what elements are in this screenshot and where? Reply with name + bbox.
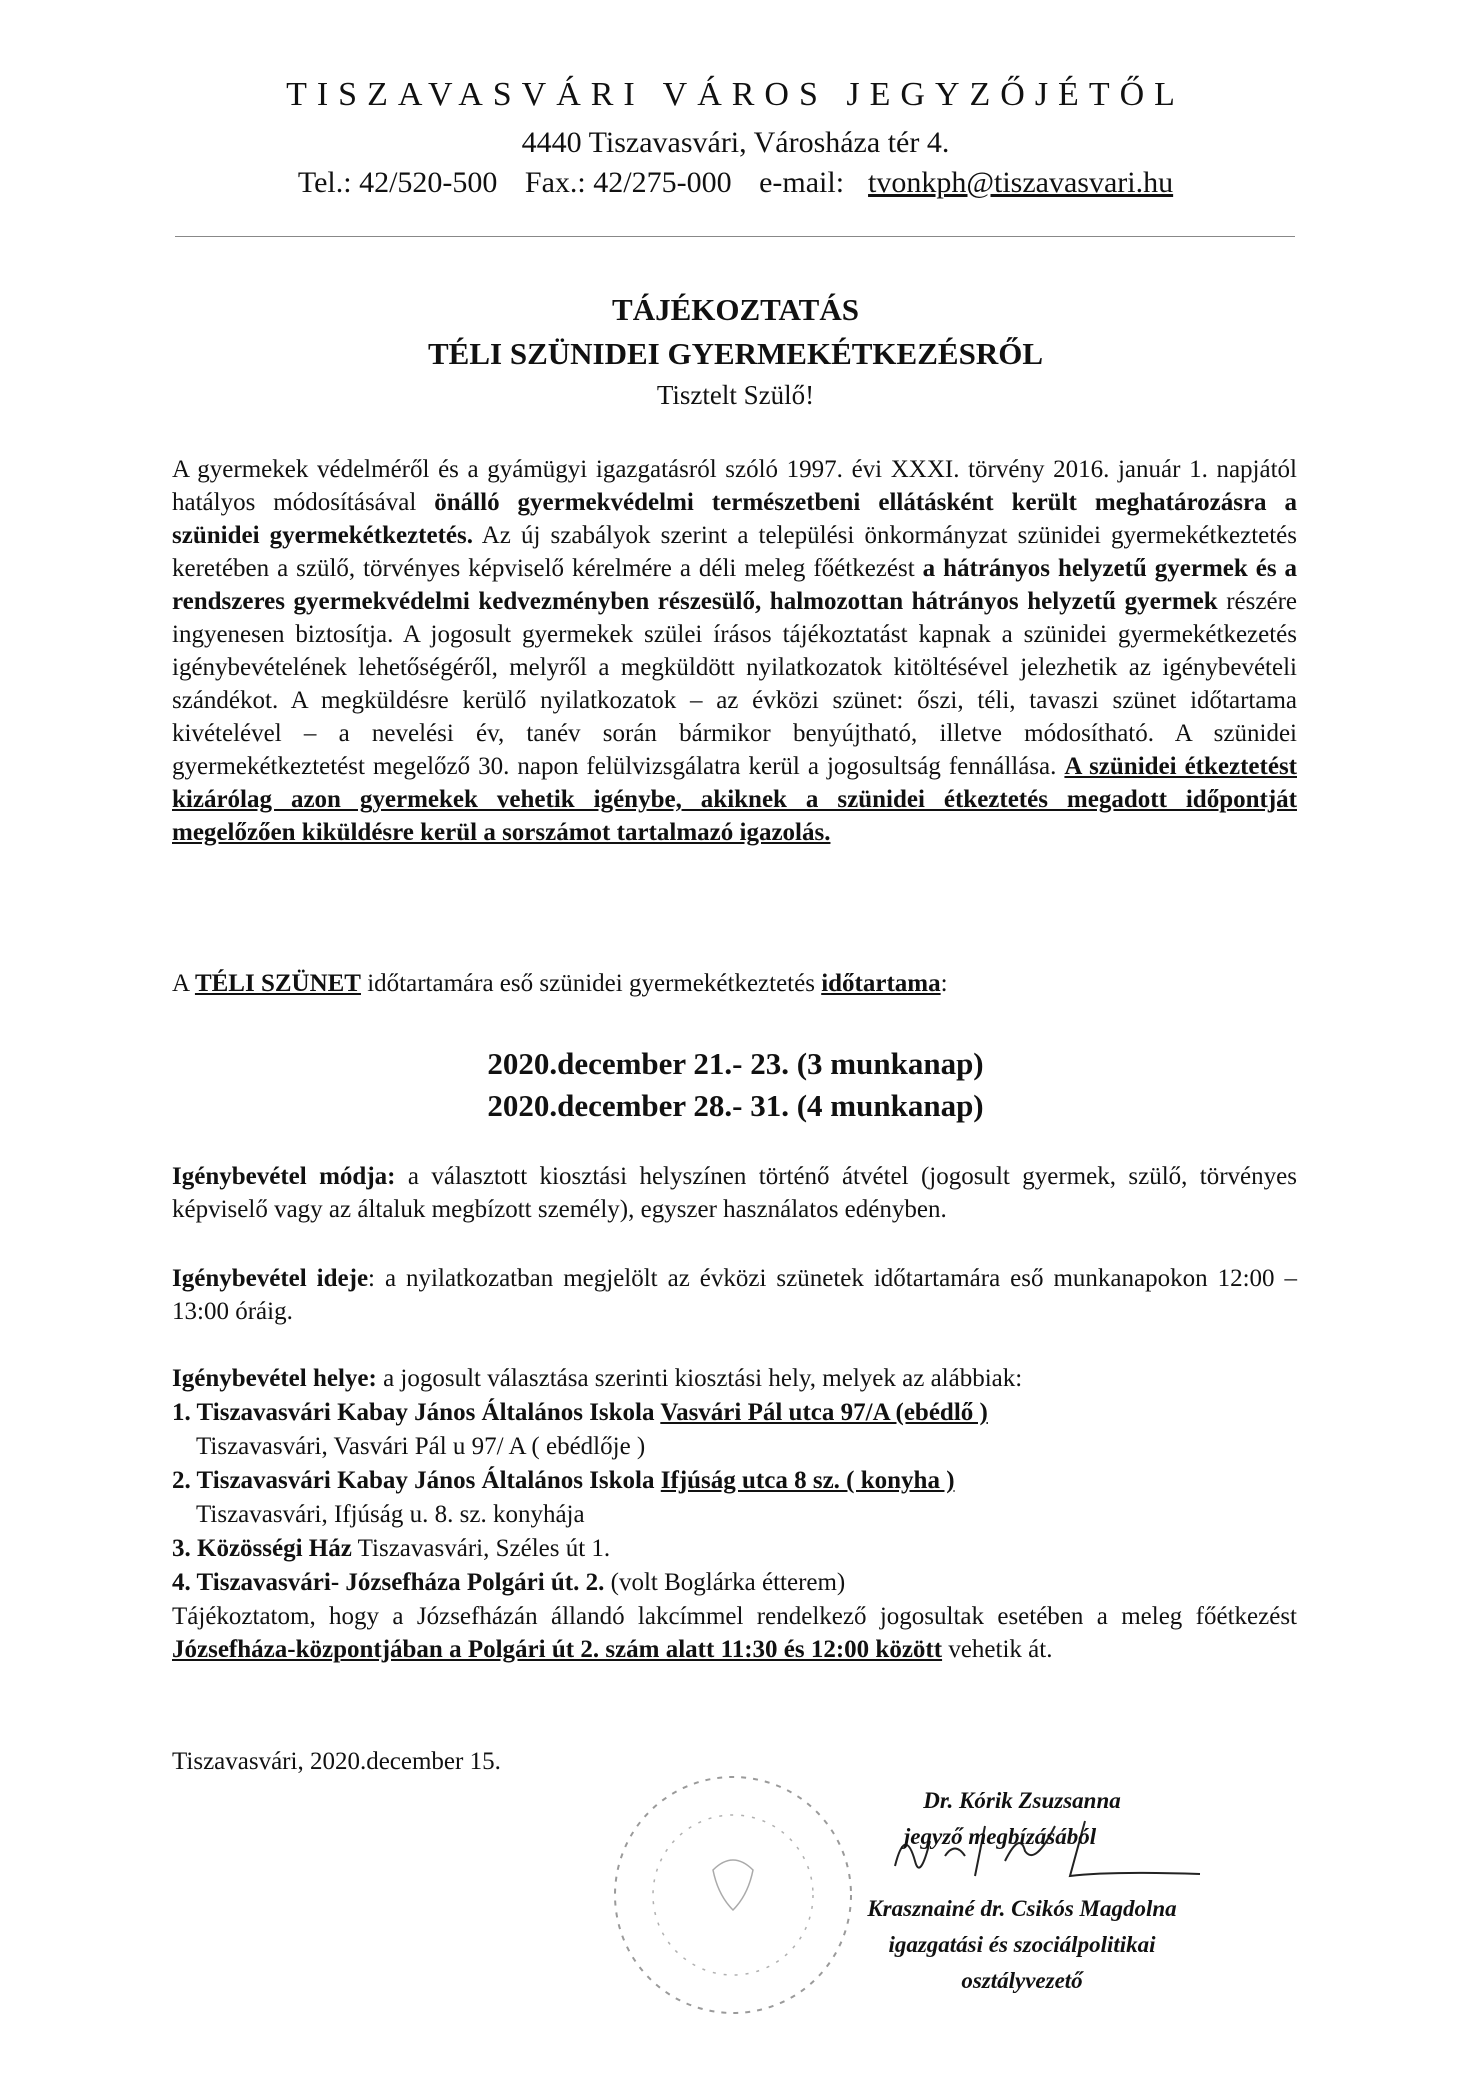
email-link[interactable]: tvonkph@tiszavasvari.hu <box>868 166 1174 199</box>
location-1-addr: Vasvári Pál utca 97/A (ebédlő ) <box>660 1399 988 1426</box>
location-1-sub: Tiszavasvári, Vasvári Pál u 97/ A ( ebédlője ) <box>196 1433 646 1460</box>
place-text: a jogosult választása szerinti kiosztási hely, melyek az alábbiak: <box>376 1365 1023 1392</box>
title-line-2: TÉLI SZÜNIDEI GYERMEKÉTKEZÉSRŐL <box>427 336 1043 371</box>
period-a: A <box>172 970 195 997</box>
time-label: Igénybevétel ideje <box>172 1265 369 1292</box>
location-2-addr: Ifjúság utca 8 sz. ( konyha ) <box>660 1467 955 1494</box>
location-3-rest: Tiszavasvári, Széles út 1. <box>351 1535 611 1562</box>
letterhead-org: TISZAVASVÁRI VÁROS JEGYZŐJÉTŐL <box>286 76 1185 113</box>
main-text-3: részére ingyenesen biztosítja. A jogosult gyermekek szülei írásos tájékoztatást kapnak a szünidei gyermekétkezetés igénybevételének lehetőségéről, melyről a megküldött nyilatkozatok kitöltésével jelezhetik az igénybevételi szándékot. A megküldésre kerülő nyilatkozatok – az évközi szünet: őszi, téli, tavaszi szünet időtartama kivételével – a nevelési év, tanév során bármikor benyújtható, illetve módosítható. A szünidei gyermekétkeztetést megelőző 30. napon felülvizsgálatra kerül a jogosultság fennállása. <box>172 588 1298 780</box>
time-text: : a nyilatkozatban megjelölt az évközi szünetek időtartamára eső munkanapokon 12:00 – 13:00 óráig. <box>172 1265 1297 1325</box>
date-range-1: 2020.december 21.- 23. (3 munkanap) <box>487 1046 984 1081</box>
main-underline: A szünidei étkeztetést kizárólag azon gyermekek vehetik igénybe, akiknek a szünidei étkeztetés megadott időpontját megelőzően kiküldésre kerül a sorszámot tartalmazó igazolás. <box>172 753 1297 846</box>
location-1-name: 1. Tiszavasvári Kabay János Általános Iskola <box>172 1399 661 1426</box>
location-2 <box>172 1464 955 1497</box>
mode-label: Igénybevétel módja: <box>172 1163 396 1190</box>
period-idotartama: időtartama <box>821 970 941 997</box>
location-2-name: 2. Tiszavasvári Kabay János Általános Iskola <box>172 1467 661 1494</box>
mode-paragraph <box>172 1160 1297 1226</box>
fax: Fax.: 42/275-000 <box>524 166 732 199</box>
mode-text: a választott kiosztási helyszínen történő átvétel (jogosult gyermek, szülő, törvényes képviselő vagy az általuk megbízott személy), egyszer használatos edényben. <box>172 1163 1297 1223</box>
notice-b: vehetik át. <box>942 1636 1053 1663</box>
main-bold-1: önálló gyermekvédelmi természetbeni ellátásként került meghatározásra a szünidei gyermekétkeztetés. <box>172 489 1298 549</box>
period-line <box>172 970 1297 998</box>
main-text-1: A gyermekek védelméről és a gyámügyi igazgatásról szóló 1997. évi XXXI. törvény 2016. január 1. napjától hatályos módosításával <box>172 456 1297 516</box>
signatory-name: Krasznainé dr. Csikós Magdolna <box>867 1896 1177 1921</box>
signer-role: jegyző megbízásából <box>903 1824 1097 1849</box>
period-teli: TÉLI SZÜNET <box>194 970 361 997</box>
location-4-name: 4. Tiszavasvári- Józsefháza Polgári út. 2. <box>172 1569 605 1596</box>
signatory-title: osztályvezető <box>961 1968 1083 1993</box>
notice-underline: Józsefháza-központjában a Polgári út 2. szám alatt 11:30 és 12:00 között <box>172 1636 943 1663</box>
place-paragraph <box>172 1362 1297 1395</box>
email-label: e-mail: <box>759 166 845 199</box>
location-1 <box>172 1396 988 1429</box>
header-divider <box>175 236 1295 237</box>
signatory-dept: igazgatási és szociálpolitikai <box>888 1932 1156 1957</box>
location-2-sub: Tiszavasvári, Ifjúság u. 8. sz. konyhája <box>196 1501 585 1528</box>
title-line-1: TÁJÉKOZTATÁS <box>612 292 859 327</box>
time-paragraph <box>172 1262 1297 1328</box>
period-middle: időtartamára eső szünidei gyermekétkeztetés <box>360 970 822 997</box>
date-range-2: 2020.december 28.- 31. (4 munkanap) <box>487 1088 984 1123</box>
notice-a: Tájékoztatom, hogy a Józsefházán állandó lakcímmel rendelkező jogosultak esetében a meleg főétkezést <box>172 1603 1297 1630</box>
tel: Tel.: 42/520-500 <box>297 166 498 199</box>
location-3-name: 3. Közösségi Ház <box>172 1535 352 1562</box>
place-date: Tiszavasvári, 2020.december 15. <box>172 1748 501 1775</box>
main-bold-2: a hátrányos helyzetű gyermek és a rendszeres gyermekvédelmi kedvezményben részesülő, halmozottan hátrányos helyzetű gyermek <box>172 555 1297 615</box>
period-colon: : <box>940 970 948 997</box>
main-paragraph <box>172 453 1297 849</box>
location-4-rest: (volt Boglárka étterem) <box>604 1569 846 1596</box>
letterhead-contacts <box>0 166 1471 200</box>
location-4 <box>172 1566 845 1599</box>
greeting: Tisztelt Szülő! <box>656 380 815 410</box>
notice-paragraph <box>172 1600 1297 1666</box>
location-3 <box>172 1532 610 1565</box>
letterhead-address: 4440 Tiszavasvári, Városháza tér 4. <box>521 126 950 159</box>
place-label: Igénybevétel helye: <box>172 1365 377 1392</box>
main-text-2: Az új szabályok szerint a települési önkormányzat szünidei gyermekétkeztetés keretében a szülő, törvényes képviselő kérelmére a déli meleg főétkezést <box>172 522 1298 582</box>
signer-name: Dr. Kórik Zsuzsanna <box>923 1788 1121 1813</box>
